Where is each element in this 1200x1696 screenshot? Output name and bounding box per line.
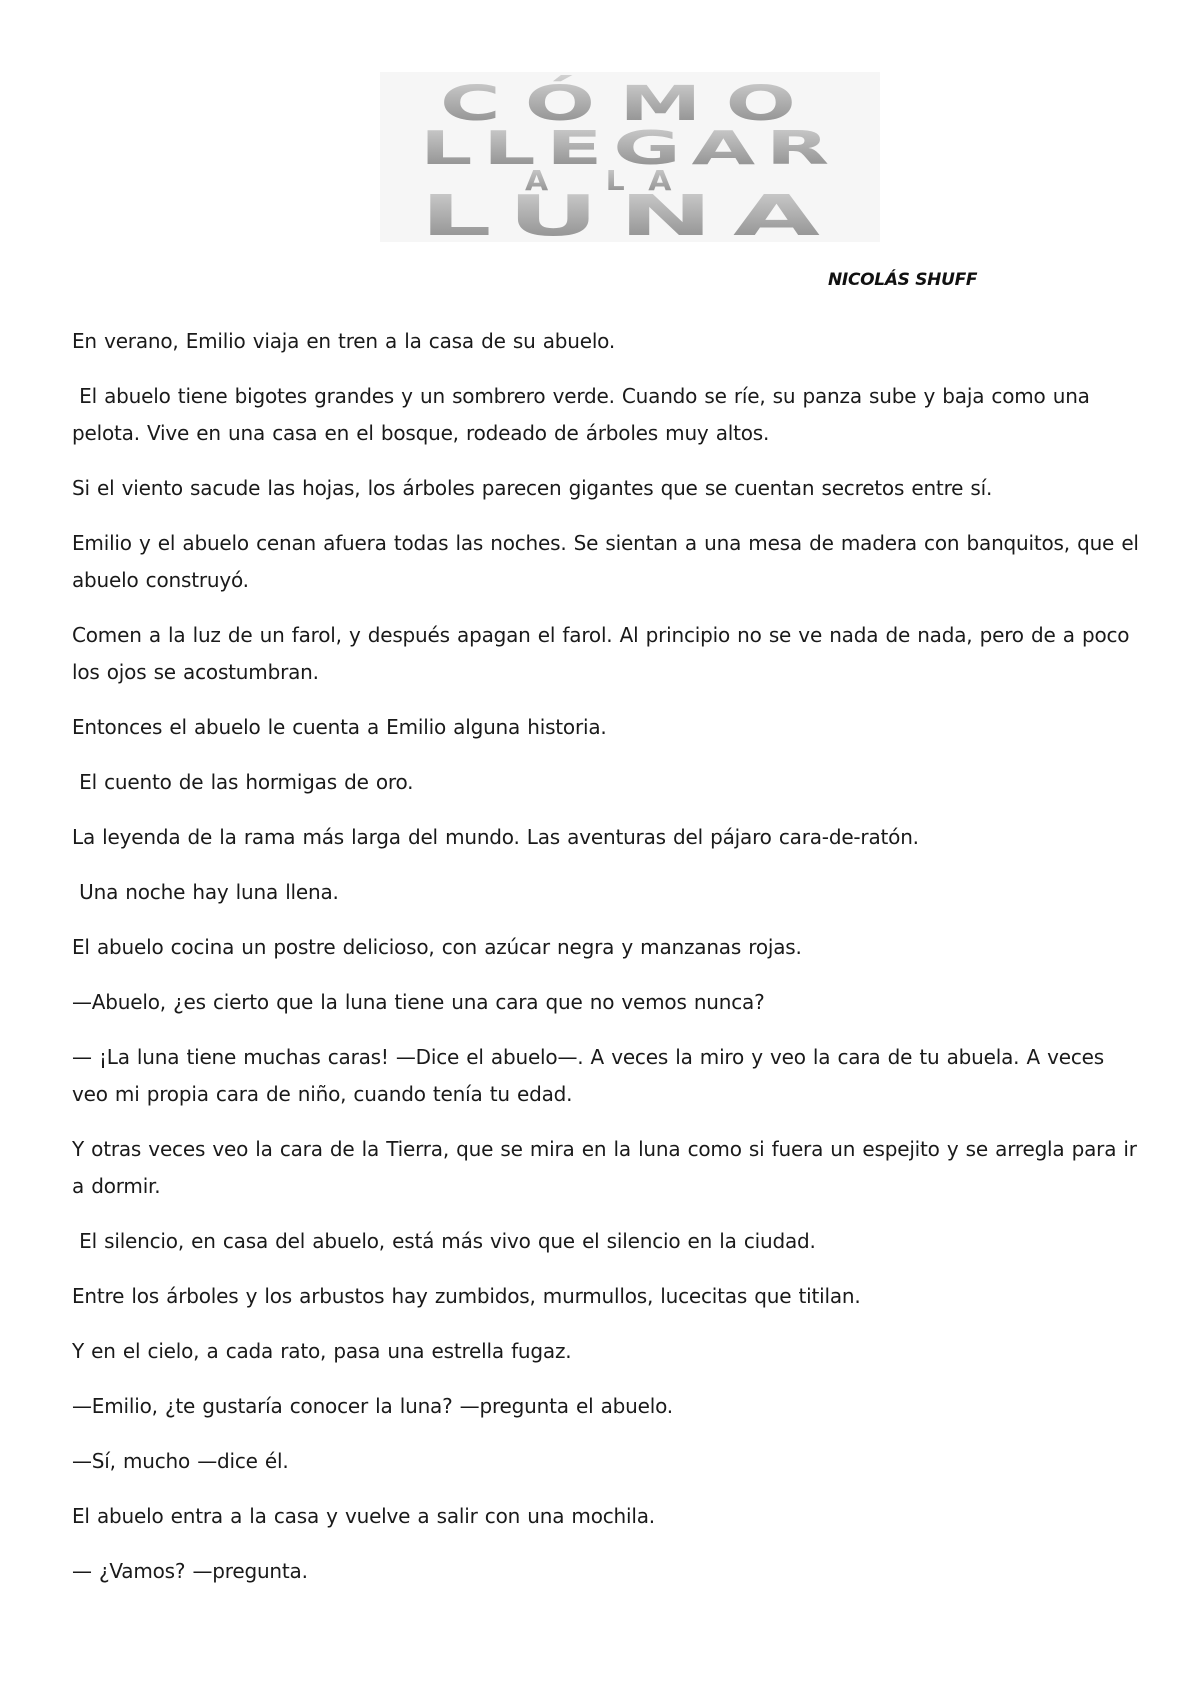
story-body xyxy=(72,323,1146,1608)
author-name: NICOLÁS SHUFF xyxy=(828,270,978,290)
paragraph: —Abuelo, ¿es cierto que la luna tiene una cara que no vemos nunca? xyxy=(72,990,765,1014)
paragraph: El cuento de las hormigas de oro. xyxy=(72,770,414,794)
title-line-3: A LA xyxy=(525,164,695,197)
paragraph: — ¿Vamos? —pregunta. xyxy=(72,1559,308,1583)
paragraph: Si el viento sacude las hojas, los árboles parecen gigantes que se cuentan secretos entre sí. xyxy=(72,476,993,500)
paragraph: El silencio, en casa del abuelo, está más vivo que el silencio en la ciudad. xyxy=(72,1229,816,1253)
title-line-1: CÓMO xyxy=(440,76,661,132)
paragraph: —Sí, mucho —dice él. xyxy=(72,1449,289,1473)
title-word-art xyxy=(380,72,880,242)
paragraph: — ¡La luna tiene muchas caras! —Dice el abuelo—. A veces la miro y veo la cara de tu abuela. A veces veo mi propia cara de niño, cuando tenía tu edad. xyxy=(72,1045,1112,1106)
paragraph: La leyenda de la rama más larga del mundo. Las aventuras del pájaro cara-de-ratón. xyxy=(72,825,919,849)
title-word-art-image xyxy=(380,72,880,242)
paragraph: —Emilio, ¿te gustaría conocer la luna? —pregunta el abuelo. xyxy=(72,1394,673,1418)
paragraph: Emilio y el abuelo cenan afuera todas las noches. Se sientan a una mesa de madera con banquitos, que el abuelo construyó. xyxy=(72,531,1146,592)
paragraph: Entre los árboles y los arbustos hay zumbidos, murmullos, lucecitas que titilan. xyxy=(72,1284,861,1308)
paragraph: El abuelo tiene bigotes grandes y un sombrero verde. Cuando se ríe, su panza sube y baja como una pelota. Vive en una casa en el bosque, rodeado de árboles muy altos. xyxy=(72,384,1097,445)
paragraph: Comen a la luz de un farol, y después apagan el farol. Al principio no se ve nada de nada, pero de a poco los ojos se acostumbran. xyxy=(72,623,1137,684)
paragraph: El abuelo cocina un postre delicioso, con azúcar negra y manzanas rojas. xyxy=(72,935,802,959)
paragraph: Y en el cielo, a cada rato, pasa una estrella fugaz. xyxy=(72,1339,572,1363)
title-line-2: LLEGAR xyxy=(420,121,840,175)
paragraph: Entonces el abuelo le cuenta a Emilio alguna historia. xyxy=(72,715,607,739)
paragraph: Y otras veces veo la cara de la Tierra, que se mira en la luna como si fuera un espejito y se arregla para ir a dormir. xyxy=(72,1137,1144,1198)
paragraph: Una noche hay luna llena. xyxy=(72,880,339,904)
paragraph: El abuelo entra a la casa y vuelve a salir con una mochila. xyxy=(72,1504,655,1528)
paragraph: En verano, Emilio viaja en tren a la casa de su abuelo. xyxy=(72,329,616,353)
title-line-4: LUNA xyxy=(420,184,840,242)
